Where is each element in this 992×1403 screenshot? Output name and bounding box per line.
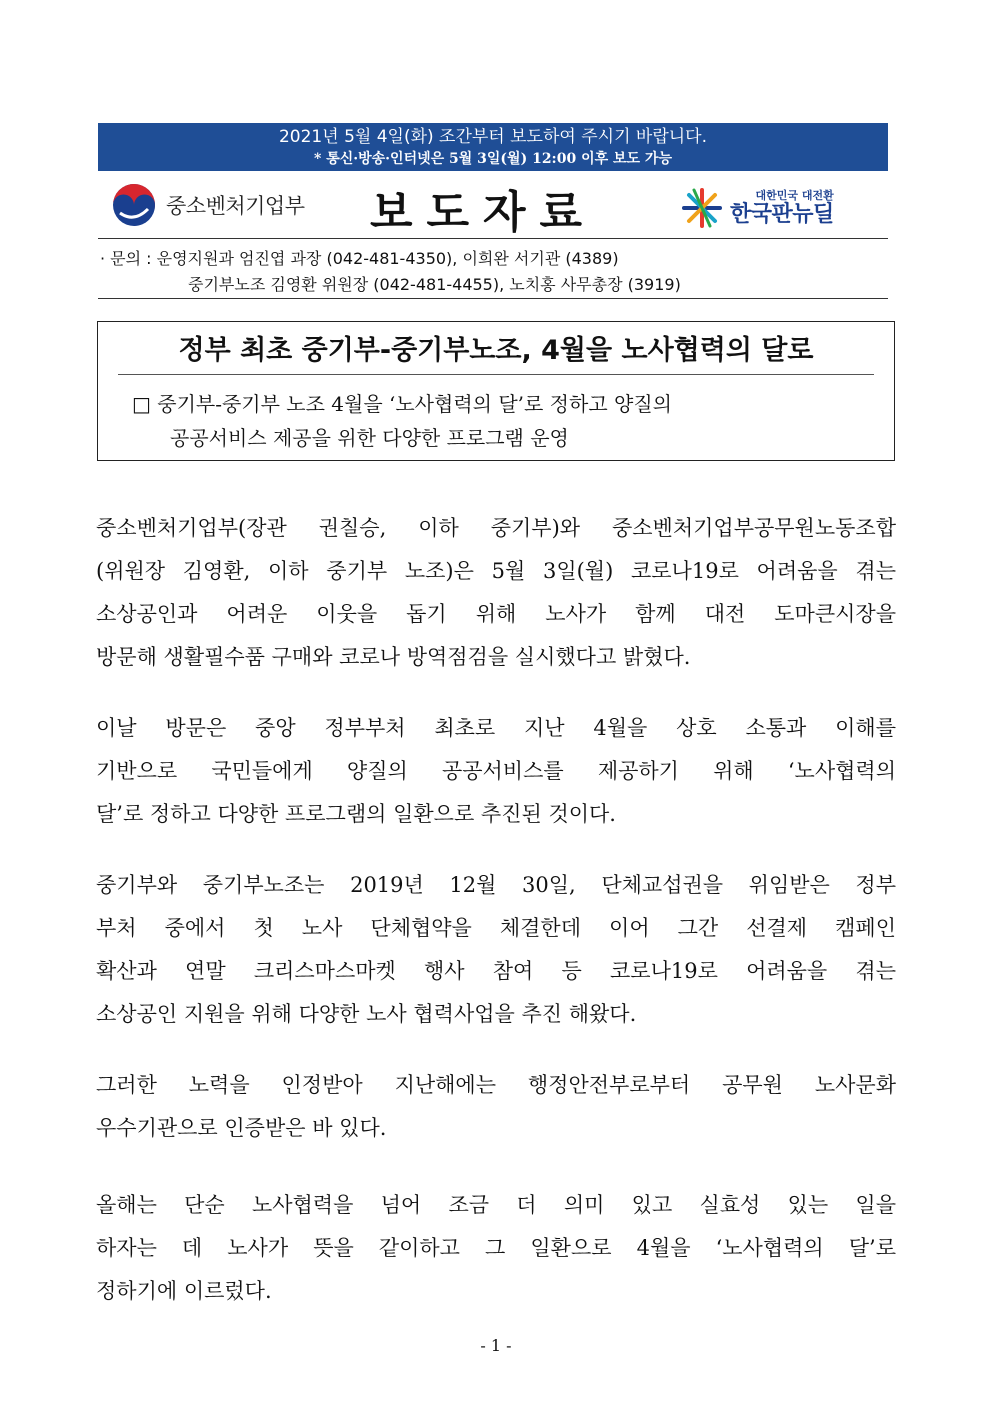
contact-line-2: 중기부노조 김영환 위원장 (042-481-4455), 노치홍 사무총장 (3919) bbox=[188, 275, 681, 294]
body-line: 확산과 연말 크리스마스마켓 행사 참여 등 코로나19로 어려움을 겪는 bbox=[96, 959, 896, 983]
headline-separator bbox=[118, 374, 874, 375]
headline-title: 정부 최초 중기부-중기부노조, 4월을 노사협력의 달로 bbox=[178, 335, 814, 366]
ministry-name: 중소벤처기업부 bbox=[166, 194, 305, 218]
newdeal-name: 한국판뉴딜 bbox=[730, 201, 834, 227]
newdeal-star-icon bbox=[680, 186, 724, 230]
body-line: 하자는 데 노사가 뜻을 같이하고 그 일환으로 4월을 ‘노사협력의 달’로 bbox=[96, 1236, 896, 1260]
body-line: 방문해 생활필수품 구매와 코로나 방역점검을 실시했다고 밝혔다. bbox=[96, 645, 691, 669]
taeguk-emblem-icon bbox=[112, 183, 156, 227]
press-release-title: 보도자료 bbox=[370, 187, 597, 238]
headline-sub-line-2: 공공서비스 제공을 위한 다양한 프로그램 운영 bbox=[170, 426, 569, 450]
headline-sub-line-1: □ 중기부-중기부 노조 4월을 ‘노사협력의 달’로 정하고 양질의 bbox=[132, 392, 672, 416]
body-line: 소상공인 지원을 위해 다양한 노사 협력사업을 추진 해왔다. bbox=[96, 1002, 637, 1026]
contact-divider bbox=[98, 298, 888, 299]
embargo-line-1: 2021년 5월 4일(화) 조간부터 보도하여 주시기 바랍니다. bbox=[278, 127, 707, 147]
headline-box bbox=[97, 321, 895, 461]
body-line: 기반으로 국민들에게 양질의 공공서비스를 제공하기 위해 ‘노사협력의 bbox=[96, 759, 896, 783]
header-divider bbox=[98, 238, 888, 239]
contact-line-1: · 문의 : 운영지원과 엄진엽 과장 (042-481-4350), 이희완 서기관 (4389) bbox=[100, 249, 619, 268]
body-line: 이날 방문은 중앙 정부부처 최초로 지난 4월을 상호 소통과 이해를 bbox=[96, 716, 896, 740]
page-number: - 1 - bbox=[480, 1336, 512, 1355]
body-line: 정하기에 이르렀다. bbox=[96, 1279, 272, 1303]
body-line: 우수기관으로 인증받은 바 있다. bbox=[96, 1116, 387, 1140]
body-line: 소상공인과 어려운 이웃을 돕기 위해 노사가 함께 대전 도마큰시장을 bbox=[96, 602, 896, 626]
embargo-banner bbox=[98, 123, 888, 171]
body-line: 부처 중에서 첫 노사 단체협약을 체결한데 이어 그간 선결제 캠페인 bbox=[96, 916, 896, 940]
body-line: 그러한 노력을 인정받아 지난해에는 행정안전부로부터 공무원 노사문화 bbox=[96, 1073, 896, 1097]
body-line: 올해는 단순 노사협력을 넘어 조금 더 의미 있고 실효성 있는 일을 bbox=[96, 1193, 896, 1217]
embargo-line-2: * 통신·방송·인터넷은 5월 3일(월) 12:00 이후 보도 가능 bbox=[314, 151, 672, 167]
body-line: 중기부와 중기부노조는 2019년 12월 30일, 단체교섭권을 위임받은 정부 bbox=[96, 873, 896, 897]
newdeal-logo bbox=[680, 186, 834, 230]
newdeal-tagline: 대한민국 대전환 bbox=[755, 188, 834, 202]
ministry-logo bbox=[112, 182, 305, 228]
body-line: (위원장 김영환, 이하 중기부 노조)은 5월 3일(월) 코로나19로 어려움을 겪는 bbox=[96, 559, 896, 583]
body-line: 달’로 정하고 다양한 프로그램의 일환으로 추진된 것이다. bbox=[96, 802, 616, 826]
body-line: 중소벤처기업부(장관 권칠승, 이하 중기부)와 중소벤처기업부공무원노동조합 bbox=[96, 516, 896, 540]
